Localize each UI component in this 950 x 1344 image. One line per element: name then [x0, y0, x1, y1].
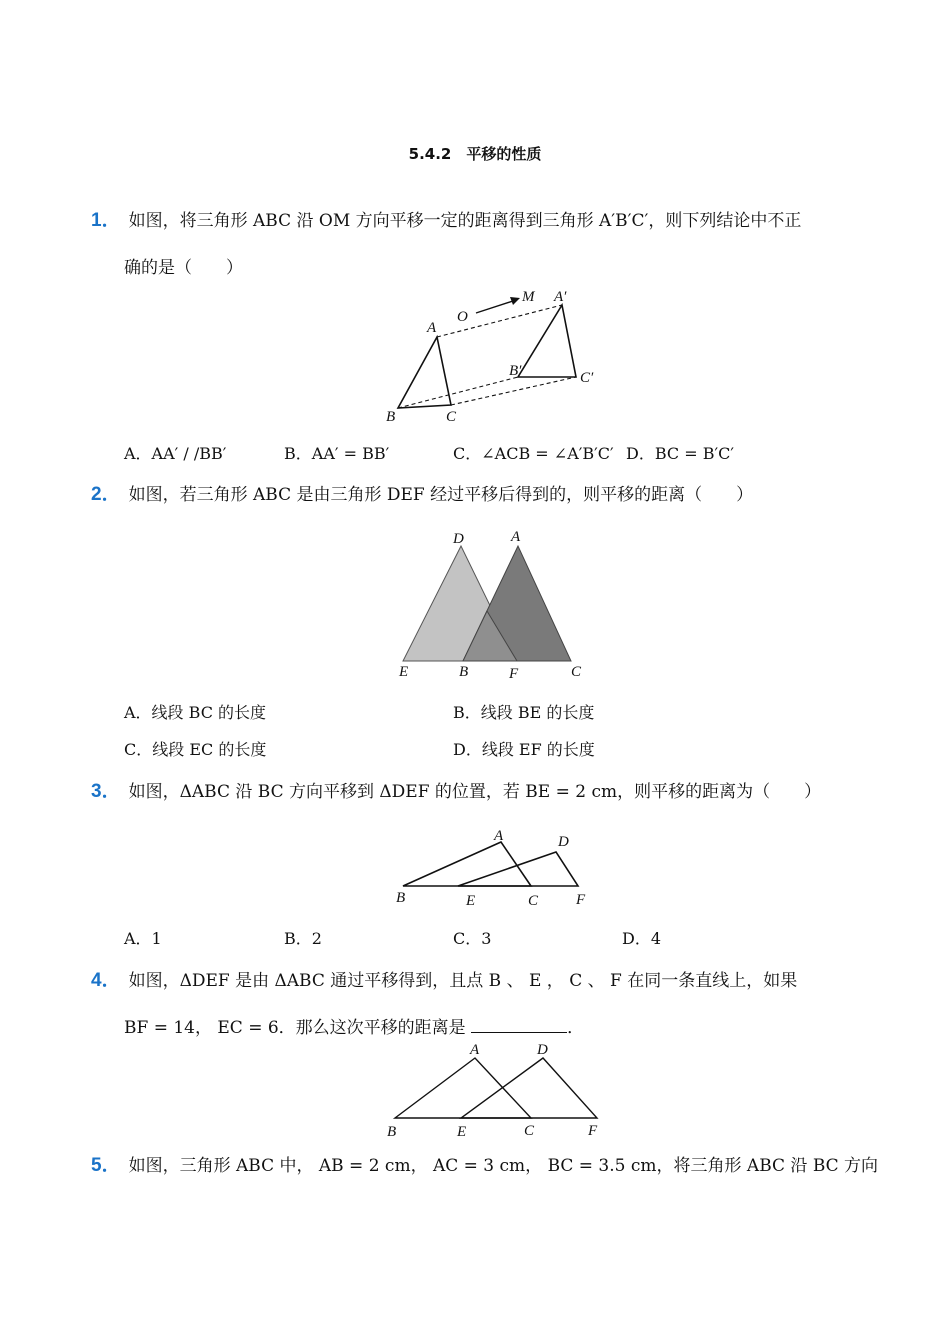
label-B: B: [396, 890, 406, 906]
triangle-def: [461, 1058, 597, 1118]
q1-option-b: B．AA′ = BB′: [284, 444, 390, 463]
label-A-prime: A′: [554, 289, 567, 305]
question-5: [91, 1155, 878, 1177]
figure-q3: [393, 824, 603, 914]
q1-option-c: C．∠ACB = ∠A′B′C′: [453, 444, 614, 463]
arrow-om: [476, 300, 516, 313]
q2-option-b: B．线段 BE 的长度: [453, 703, 595, 722]
arrow-head: [510, 297, 520, 305]
question-number: 3．: [91, 781, 121, 802]
label-A: A: [511, 529, 521, 545]
label-D: D: [537, 1042, 548, 1058]
label-F: F: [588, 1123, 598, 1139]
triangle-abc: [398, 337, 451, 408]
label-C-prime: C′: [580, 370, 594, 386]
label-B-prime: B′: [509, 363, 522, 379]
stem-end: ．: [567, 1018, 585, 1038]
label-B: B: [387, 1124, 397, 1140]
label-E: E: [399, 664, 409, 680]
answer-blank[interactable]: [471, 1018, 567, 1033]
q3-option-d: D．4: [622, 929, 662, 948]
q3-option-a: A．1: [124, 929, 162, 948]
label-F: F: [509, 666, 519, 682]
label-B: B: [459, 664, 469, 680]
question-3: [91, 781, 821, 803]
question-stem: 如图，三角形 ABC 中， AB = 2 cm， AC = 3 cm， BC = 3.5 cm，将三角形 ABC 沿 BC 方向: [128, 1156, 879, 1176]
q2-option-a: A．线段 BC 的长度: [124, 703, 267, 722]
label-D: D: [453, 531, 464, 547]
label-A: A: [494, 828, 504, 844]
label-F: F: [576, 892, 586, 908]
question-4: [91, 970, 797, 992]
label-A: A: [470, 1042, 480, 1058]
label-O: O: [457, 309, 468, 325]
dashed-cc1: [451, 377, 576, 405]
question-stem: 如图，将三角形 ABC 沿 OM 方向平移一定的距离得到三角形 A′B′C′，则下列结论中不正: [128, 211, 802, 231]
question-stem-continued: 确的是（ ）: [124, 258, 243, 278]
question-stem-continued: [124, 1013, 584, 1038]
triangle-def: [458, 852, 578, 886]
question-stem: 如图，若三角形 ABC 是由三角形 DEF 经过平移后得到的，则平移的距离（ ）: [128, 485, 754, 505]
q2-option-d: D．线段 EF 的长度: [453, 740, 595, 759]
question-number: 2．: [91, 484, 121, 505]
triangle-abc: [403, 842, 531, 886]
label-D: D: [558, 834, 569, 850]
figure-q4: [385, 1040, 605, 1140]
question-number: 4．: [91, 970, 121, 991]
question-1: [91, 210, 801, 232]
label-E: E: [466, 893, 476, 909]
q2-option-c: C．线段 EC 的长度: [124, 740, 267, 759]
label-A: A: [427, 320, 437, 336]
q1-option-d: D．BC = B′C′: [626, 444, 734, 463]
page-title: 5.4.2 平移的性质: [408, 145, 542, 163]
stem-text: BF = 14， EC = 6．那么这次平移的距离是: [124, 1018, 466, 1038]
figure-q1: [380, 285, 610, 425]
q3-option-b: B．2: [284, 929, 322, 948]
label-B: B: [386, 409, 396, 425]
question-number: 5．: [91, 1155, 121, 1176]
label-C: C: [528, 893, 539, 909]
dashed-aa1: [437, 305, 562, 337]
triangle-abc: [395, 1058, 531, 1118]
figure-q2: [395, 528, 595, 683]
q1-option-a: A．AA′ / /BB′: [124, 444, 227, 463]
label-C: C: [524, 1123, 535, 1139]
q3-option-c: C．3: [453, 929, 492, 948]
label-C: C: [446, 409, 457, 425]
label-C: C: [571, 664, 582, 680]
label-M: M: [522, 289, 535, 305]
question-2: [91, 484, 753, 506]
label-E: E: [457, 1124, 467, 1140]
question-stem: 如图，ΔABC 沿 BC 方向平移到 ΔDEF 的位置，若 BE = 2 cm，则平移的距离为（ ）: [128, 782, 822, 802]
question-stem: 如图，ΔDEF 是由 ΔABC 通过平移得到，且点 B 、 E ， C 、 F 在同一条直线上，如果: [128, 971, 798, 991]
question-number: 1．: [91, 210, 121, 231]
triangle-a1b1c1: [518, 305, 576, 377]
